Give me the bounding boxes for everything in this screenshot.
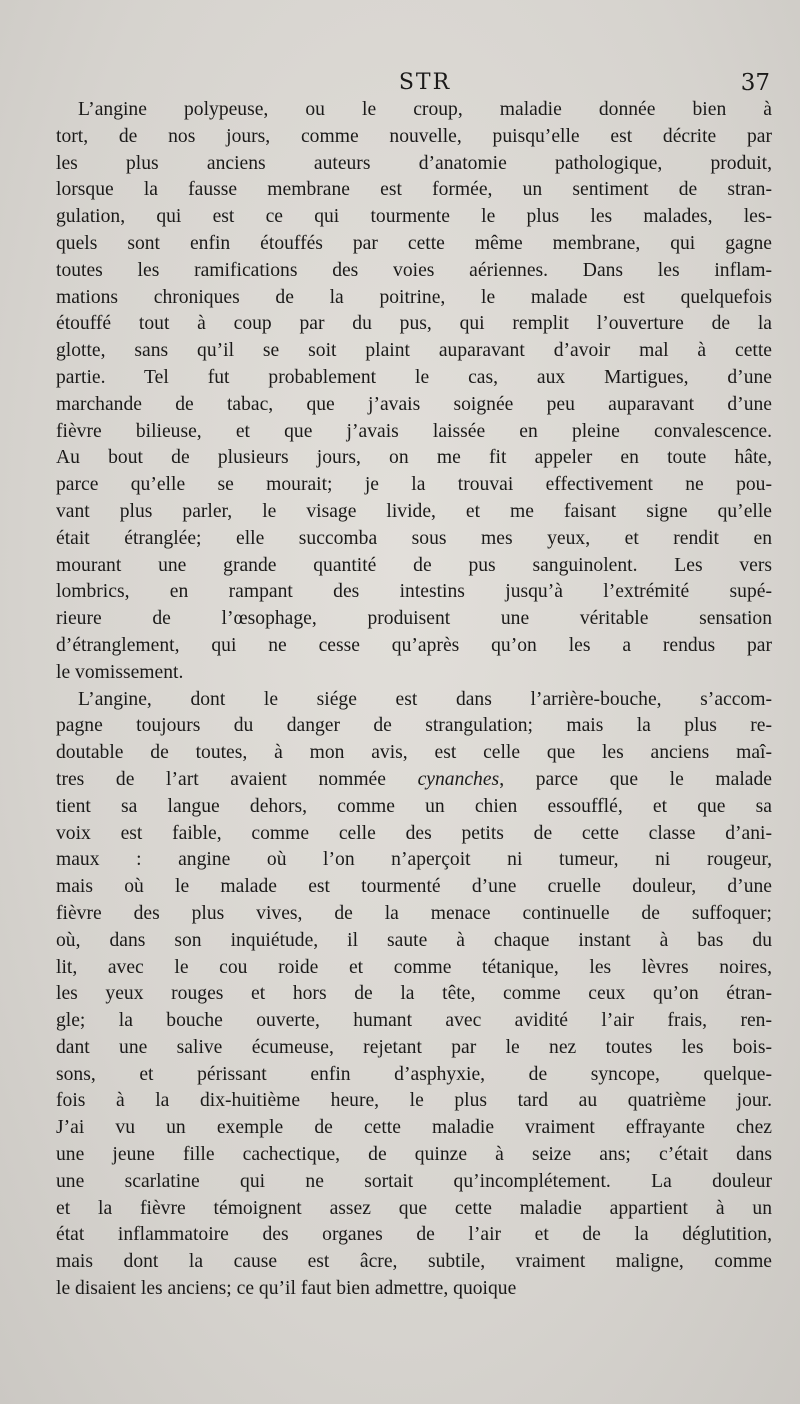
body-text	[56, 97, 772, 1303]
page-number: 37	[740, 70, 770, 96]
text-line: fièvre bilieuse, et que j’avais laissée en pleine convalescence.	[56, 420, 772, 442]
text-line: toutes les ramifications des voies aériennes. Dans les inflam-	[56, 259, 772, 281]
text-line: et la fièvre témoignent assez que cette maladie appartient à un	[56, 1197, 772, 1219]
paragraph	[56, 687, 772, 1303]
running-title: STR	[398, 70, 452, 95]
text-line: mations chroniques de la poitrine, le malade est quelquefois	[56, 286, 772, 308]
text-line: sons, et périssant enfin d’asphyxie, de syncope, quelque-	[56, 1063, 772, 1085]
text-line: glotte, sans qu’il se soit plaint auparavant d’avoir mal à cette	[56, 340, 772, 362]
text-line: fièvre des plus vives, de la menace continuelle de suffoquer;	[56, 902, 772, 924]
paragraph	[56, 97, 772, 687]
running-header	[80, 66, 770, 100]
text-line: gle; la bouche ouverte, humant avec avidité l’air frais, ren-	[56, 1010, 772, 1032]
text-line: dant une salive écumeuse, rejetant par le nez toutes les bois-	[56, 1036, 772, 1058]
text-line: partie. Tel fut probablement le cas, aux Martigues, d’une	[56, 366, 772, 388]
text-line: rieure de l’œsophage, produisent une véritable sensation	[56, 608, 772, 630]
text-line: une jeune fille cachectique, de quinze à seize ans; c’était dans	[56, 1144, 772, 1166]
text-line: fois à la dix-huitième heure, le plus tard au quatrième jour.	[56, 1090, 772, 1112]
text-line: les yeux rouges et hors de la tête, comme ceux qu’on étran-	[56, 983, 772, 1005]
text-line: parce qu’elle se mourait; je la trouvai effectivement ne pou-	[56, 474, 772, 496]
text-line: doutable de toutes, à mon avis, est celle que les anciens maî-	[56, 742, 772, 764]
text-line: mourant une grande quantité de pus sanguinolent. Les vers	[56, 554, 772, 576]
text-line: le vomissement.	[56, 661, 184, 683]
text-line: maux : angine où l’on n’aperçoit ni tumeur, ni rougeur,	[56, 849, 772, 871]
text-line: lombrics, en rampant des intestins jusqu’à l’extrémité supé-	[56, 581, 772, 603]
text-line: Au bout de plusieurs jours, on me fit appeler en toute hâte,	[56, 447, 772, 469]
text-line: le disaient les anciens; ce qu’il faut bien admettre, quoique	[56, 1278, 517, 1300]
text-line: gulation, qui est ce qui tourmente le plus les malades, les-	[56, 206, 772, 228]
text-line: lorsque la fausse membrane est formée, un sentiment de stran-	[56, 179, 772, 201]
italic-term: cynanches	[417, 768, 500, 790]
text-line: voix est faible, comme celle des petits de cette classe d’ani-	[56, 822, 772, 844]
text-line: quels sont enfin étouffés par cette même membrane, qui gagne	[56, 232, 772, 254]
text-line: L’angine polypeuse, ou le croup, maladie donnée bien à	[78, 99, 772, 120]
text-line: J’ai vu un exemple de cette maladie vraiment effrayante chez	[56, 1117, 772, 1139]
text-line: était étranglée; elle succomba sous mes yeux, et rendit en	[56, 527, 772, 549]
text-line: tres de l’art avaient nommée cynanches, parce que le malade	[56, 768, 772, 790]
text-line: tort, de nos jours, comme nouvelle, puisqu’elle est décrite par	[56, 125, 772, 147]
text-line: pagne toujours du danger de strangulation; mais la plus re-	[56, 715, 772, 737]
text-line: étouffé tout à coup par du pus, qui remplit l’ouverture de la	[56, 313, 772, 335]
text-line: d’étranglement, qui ne cesse qu’après qu’on les a rendus par	[56, 634, 772, 656]
text-line: marchande de tabac, que j’avais soignée peu auparavant d’une	[56, 393, 772, 415]
text-line: où, dans son inquiétude, il saute à chaque instant à bas du	[56, 929, 772, 951]
text-line: tient sa langue dehors, comme un chien essoufflé, et que sa	[56, 795, 772, 817]
text-line: lit, avec le cou roide et comme tétanique, les lèvres noires,	[56, 956, 772, 978]
text-line: mais dont la cause est âcre, subtile, vraiment maligne, comme	[56, 1251, 772, 1273]
text-line: état inflammatoire des organes de l’air et de la déglutition,	[56, 1224, 772, 1246]
text-line: vant plus parler, le visage livide, et me faisant signe qu’elle	[56, 500, 772, 522]
text-line: les plus anciens auteurs d’anatomie pathologique, produit,	[56, 152, 772, 174]
text-line: L’angine, dont le siége est dans l’arrière-bouche, s’accom-	[78, 688, 772, 710]
text-line: une scarlatine qui ne sortait qu’incomplétement. La douleur	[56, 1170, 772, 1192]
text-line: mais où le malade est tourmenté d’une cruelle douleur, d’une	[56, 876, 772, 898]
